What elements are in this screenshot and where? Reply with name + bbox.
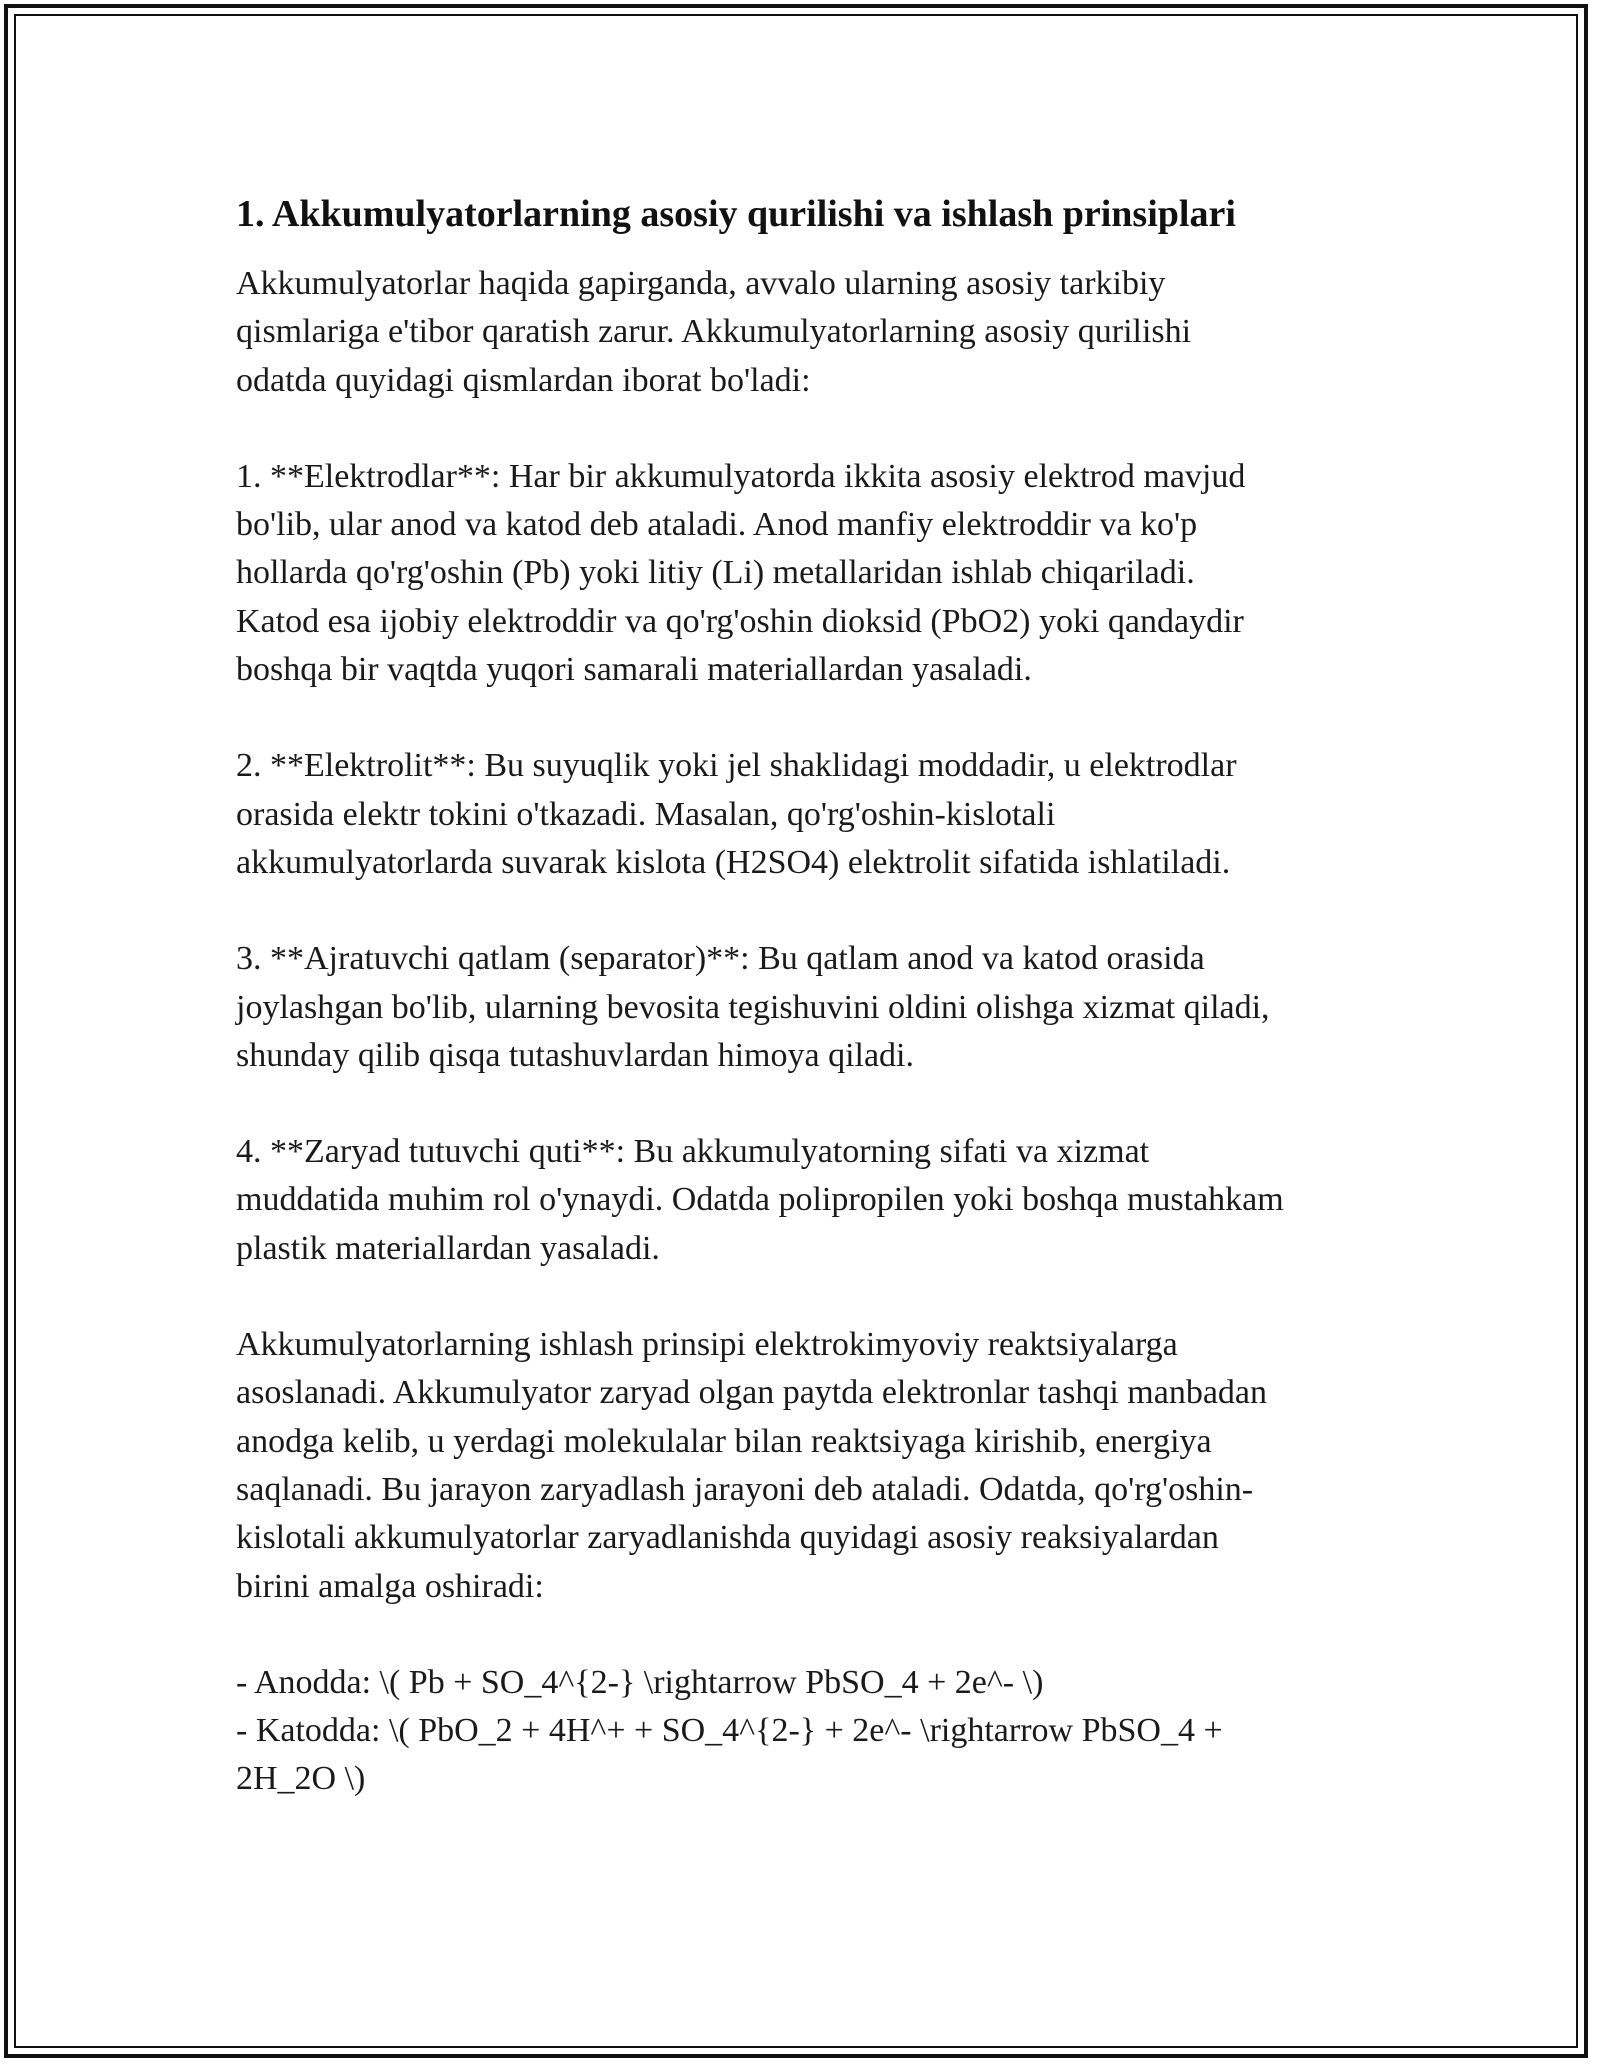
list-item-case: 4. **Zaryad tutuvchi quti**: Bu akkumulyatorning sifati va xizmat muddatida muhim rol o'ynaydi. Odatda polipropilen yoki boshqa mustahkam plastik materiallardan yasaladi. xyxy=(236,1133,1284,1267)
section-heading: 1. Akkumulyatorlarning asosiy qurilishi va ishlash prinsiplari xyxy=(236,193,1236,235)
intro-paragraph: Akkumulyatorlar haqida gapirganda, avvalo ularning asosiy tarkibiy qismlariga e'tibor qaratish zarur. Akkumulyatorlarning asosiy qurilishi odatda quyidagi qismlardan iborat bo'ladi: xyxy=(236,265,1192,399)
working-principle-paragraph: Akkumulyatorlarning ishlash prinsipi elektrokimyoviy reaktsiyalarga asoslanadi. Akkumulyator zaryad olgan paytda elektronlar tashqi manbadan anodga kelib, u yerdagi molekulalar bilan reaktsiyaga kirishib, energiya saqlanadi. Bu jarayon zaryadlash jarayoni deb ataladi. Odatda, qo'rg'oshin- kislotali akkumulyatorlar zaryadlanishda quyidagi asosiy reaksiyalardan birini amalga oshiradi: xyxy=(236,1326,1268,1605)
document-body xyxy=(236,186,1376,1804)
list-item-electrodes: 1. **Elektrodlar**: Har bir akkumulyatorda ikkita asosiy elektrod mavjud bo'lib, ular anod va katod deb ataladi. Anod manfiy elektroddir va ko'p hollarda qo'rg'oshin (Pb) yoki litiy (Li) metallaridan ishlab chiqariladi. Katod esa ijobiy elektroddir va qo'rg'oshin dioksid (PbO2) yoki qandaydir boshqa bir vaqtda yuqori samarali materiallardan yasaladi. xyxy=(236,457,1246,689)
reactions-paragraph: - Anodda: \( Pb + SO_4^{2-} \rightarrow PbSO_4 + 2e^- \) - Katodda: \( PbO_2 + 4H^+ + SO_4^{2-} + 2e^- \rightarrow PbSO_4 + 2H_2O \) xyxy=(236,1663,1223,1798)
list-item-separator: 3. **Ajratuvchi qatlam (separator)**: Bu qatlam anod va katod orasida joylashgan bo'lib, ularning bevosita tegishuvini oldini olishga xizmat qiladi, shunday qilib qisqa tutashuvlardan himoya qiladi. xyxy=(236,940,1270,1074)
list-item-electrolyte: 2. **Elektrolit**: Bu suyuqlik yoki jel shaklidagi moddadir, u elektrodlar orasida elektr tokini o'tkazadi. Masalan, qo'rg'oshin-kislotali akkumulyatorlarda suvarak kislota (H2SO4) elektrolit sifatida ishlatiladi. xyxy=(236,747,1237,881)
